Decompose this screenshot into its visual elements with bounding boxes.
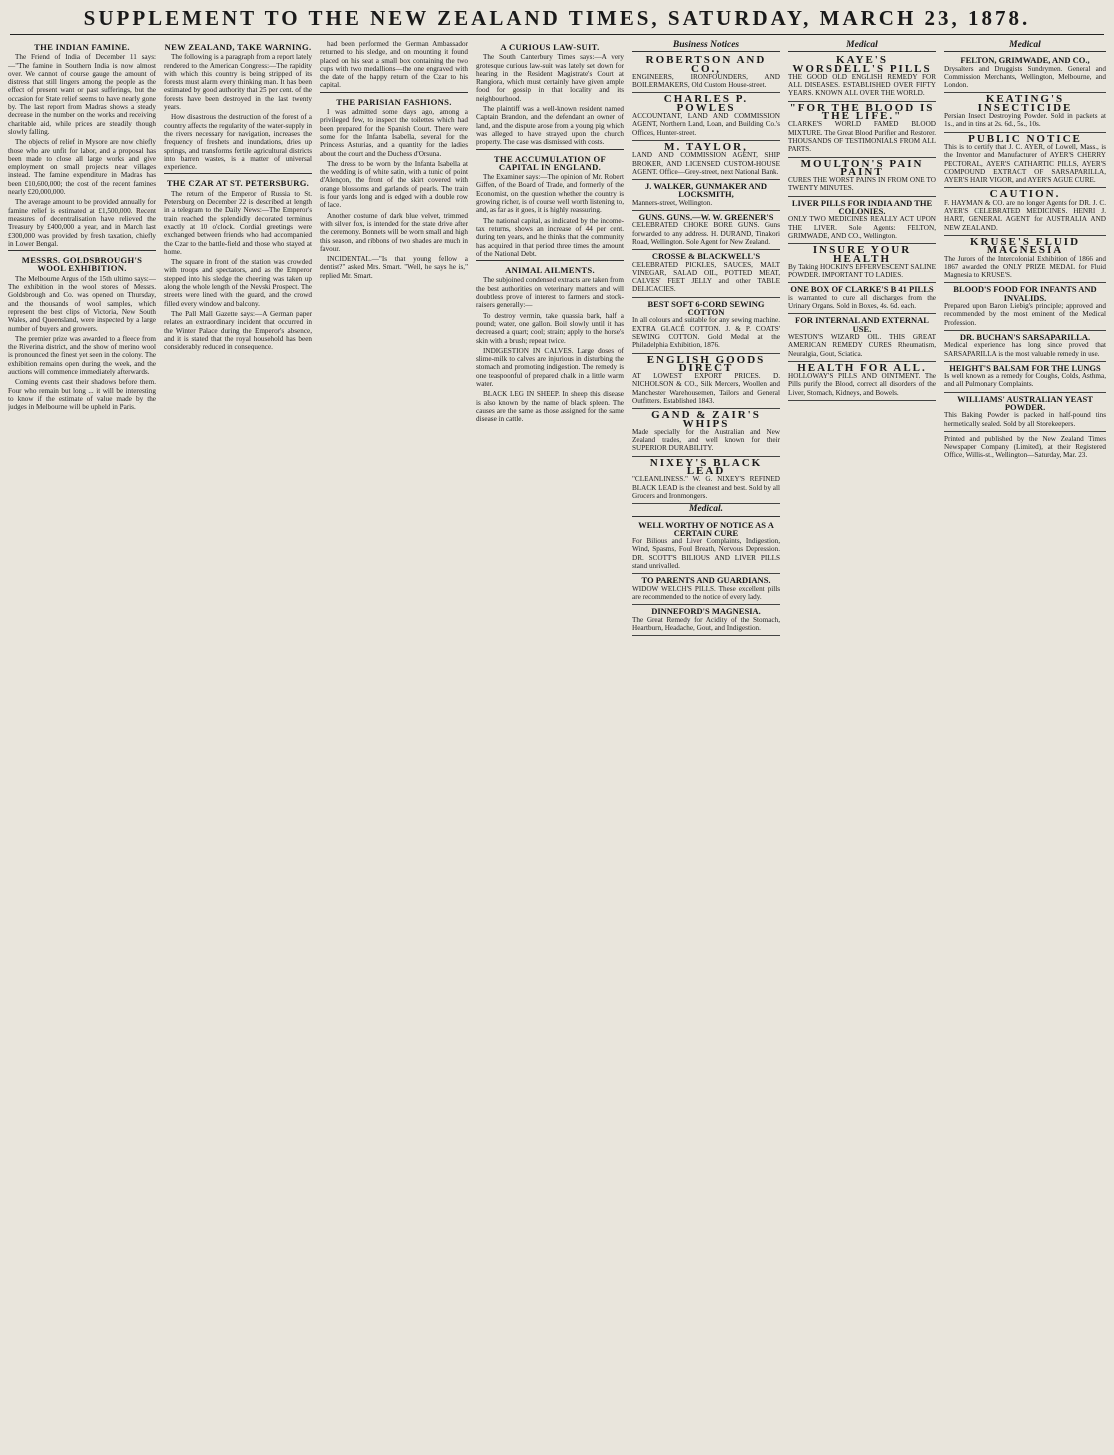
ad-title: CHARLES P. POWLES bbox=[663, 93, 749, 114]
ad-title: CAUTION. bbox=[989, 188, 1061, 201]
advertisement bbox=[944, 188, 1106, 235]
column-5 bbox=[632, 40, 780, 1448]
ad-title: ENGLISH GOODS DIRECT bbox=[646, 353, 766, 374]
ad-title: WILLIAMS' AUSTRALIAN YEAST POWDER. bbox=[957, 393, 1093, 412]
column-3 bbox=[320, 40, 468, 1448]
advertisement bbox=[632, 93, 780, 140]
advertisement bbox=[632, 354, 780, 410]
advertisement bbox=[788, 244, 936, 283]
ad-title: HEALTH FOR ALL. bbox=[797, 361, 927, 374]
article-paragraph: The Pall Mall Gazette says:—A German paper relates an extraordinary incident that occurred in the Winter Palace during the Emperor's absence, and it is stated that the royal household has been considerably reduced in consequence. bbox=[164, 309, 312, 352]
advertisement bbox=[632, 574, 780, 605]
advertisement bbox=[788, 362, 936, 401]
article-paragraph: INDIGESTION IN CALVES. Large doses of slime-milk to calves are injurious in disturbing the stomach and promoting indigestion. The remedy is one teaspoonful of prepared chalk in a little warm water. bbox=[476, 346, 624, 388]
ad-body: ACCOUNTANT, LAND AND COMMISSION AGENT, Northern Land, Loan, and Building Co.'s Offices, Hunter-street. bbox=[632, 112, 780, 137]
ad-title: DINNEFORD'S MAGNESIA. bbox=[651, 606, 761, 617]
ad-body: Medical experience has long since proved that SARSAPARILLA is the most valuable remedy in use. bbox=[944, 341, 1106, 358]
advertisement bbox=[944, 93, 1106, 132]
article-heading: NEW ZEALAND, TAKE WARNING. bbox=[164, 42, 312, 52]
article-paragraph: Another costume of dark blue velvet, trimmed with silver fox, is intended for the state drive after the ceremony. Bonnets will be worn small and high this season, and ribbons of two shades are much in favour. bbox=[320, 211, 468, 253]
advertisement bbox=[632, 141, 780, 180]
ad-body: Made specially for the Australian and New Zealand trades, and well known for their SUPERIOR DURABILITY. bbox=[632, 427, 780, 453]
ad-body: The Jurors of the Intercolonial Exhibition of 1866 and 1867 awarded the ONLY PRIZE MEDAL for Fluid Magnesia to KRUSE'S. bbox=[944, 254, 1106, 280]
ad-title: KEATING'S INSECTICIDE bbox=[977, 93, 1073, 114]
article-paragraph: had been performed the German Ambassador returned to his sledge, and on mounting it found placed on his seat a small box containing the two cups with two medallions—the one engraved with the date of the happy return of the Czar to his capital. bbox=[320, 40, 468, 90]
masthead-rule bbox=[10, 34, 1104, 35]
advertisement bbox=[944, 331, 1106, 362]
section-header: Medical bbox=[788, 40, 936, 52]
column-6 bbox=[788, 40, 936, 1448]
article-paragraph: The average amount to be provided annually for famine relief is estimated at £1,500,000. Recent measures of decentralisation have relieved the Treasury by £400,000 a year, and in March last £300,000 was provided by fresh taxation, chiefly in Lower Bengal. bbox=[8, 198, 156, 248]
advertisement bbox=[632, 54, 780, 93]
ad-title: WELL WORTHY OF NOTICE AS A CERTAIN CURE bbox=[638, 519, 774, 538]
ad-body: WIDOW WELCH'S PILLS. These excellent pills are recommended to the notice of every lady. bbox=[632, 584, 780, 601]
advertisement bbox=[944, 362, 1106, 393]
section-header: Medical. bbox=[632, 504, 780, 516]
article-paragraph: The following is a paragraph from a report lately rendered to the American Congress:—The rapidity with which this country is being stripped of its forests must alarm every thinking man. It has been estimated by good authority that 25 per cent. of the forests have been destroyed in the last twenty years. bbox=[164, 53, 312, 112]
advertisement bbox=[632, 211, 780, 250]
ad-body: For Bilious and Liver Complaints, Indigestion, Wind, Spasms, Foul Breath, Nervous Depression. DR. SCOTT'S BILIOUS AND LIVER PILLS stand unrivalled. bbox=[632, 537, 780, 571]
article-paragraph: The return of the Emperor of Russia to St. Petersburg on December 22 is described at length in a telegram to the Daily News:—The Emperor's train reached the splendidly decorated terminus exactly at 10 o'clock. Cordial greetings were exchanged between friends who had accompanied the Czar to the battle-field and those who stayed at home. bbox=[164, 189, 312, 256]
article-paragraph: To destroy vermin, take quassia bark, half a pound; water, one gallon. Boil slowly until it has decreased a quart; cool; strain; apply to the horse's skin with a brush; repeat twice. bbox=[476, 311, 624, 345]
ad-body: LAND AND COMMISSION AGENT, SHIP BROKER, AND LICENSED CUSTOM-HOUSE AGENT. Office—Grey-street, next National Bank. bbox=[632, 151, 780, 176]
section-header: Medical bbox=[944, 40, 1106, 52]
article-heading: A CURIOUS LAW-SUIT. bbox=[500, 42, 600, 52]
advertisement bbox=[944, 236, 1106, 283]
advertisement bbox=[632, 519, 780, 575]
article-paragraph: How disastrous the destruction of the forest of a country affects the regularity of the water-supply in the rivers necessary for navigation, increases the frequency of freshets and inundations, dries up springs, and transforms fertile agricultural districts into barren wastes, is a matter of universal experience. bbox=[164, 113, 312, 172]
article-paragraph: Coming events cast their shadows before them. Four who remain but long ... it will be interesting to know if the estimate of value made by the judges in Melbourne will be upheld in Paris. bbox=[8, 378, 156, 412]
advertisement bbox=[632, 250, 780, 297]
article-heading: THE CZAR AT ST. PETERSBURG. bbox=[166, 178, 310, 189]
article-paragraph: INCIDENTAL.—"Is that young fellow a dentist?" asked Mrs. Smart. "Well, he says he is," replied Mr. Smart. bbox=[320, 255, 468, 280]
article-heading: THE PARISIAN FASHIONS. bbox=[336, 96, 452, 107]
article-paragraph: The square in front of the station was crowded with troops and spectators, and as the Emperor stepped into his sledge the cheering was taken up along the whole length of the Nevski Prospect. The streets were lined with the guard, and the crowd filled every window and balcony. bbox=[164, 258, 312, 308]
ad-title: "FOR THE BLOOD IS THE LIFE." bbox=[789, 101, 935, 123]
ad-body: ONLY TWO MEDICINES REALLY ACT UPON THE LIVER. Sole Agents: FELTON, GRIMWADE, AND CO., Wellington. bbox=[788, 215, 936, 240]
imprint-footer: Printed and published by the New Zealand Times Newspaper Company (Limited), at their Registered Office, Willis-st., Wellington—Saturday, Mar. 23. bbox=[944, 434, 1106, 460]
advertisement bbox=[788, 283, 936, 314]
ad-title: INSURE YOUR HEALTH bbox=[812, 244, 912, 265]
article-paragraph: The dress to be worn by the Infanta Isabella at the wedding is of white satin, with a tunic of point d'Alençon, the front of the skirt covered with orange blossoms and garlands of pearls. The train is four yards long and is edged with a double row of lace. bbox=[320, 159, 468, 210]
advertisement bbox=[788, 102, 936, 158]
ad-body: CLARKE'S WORLD FAMED BLOOD MIXTURE. The Great Blood Purifier and Restorer. THOUSANDS OF TESTIMONIALS FROM ALL PARTS. bbox=[788, 120, 936, 154]
ad-title: TO PARENTS AND GUARDIANS. bbox=[641, 575, 771, 586]
article-paragraph: BLACK LEG IN SHEEP. In sheep this disease is also known by the name of black spleen. The causes are the same as those assigned for the same disease in cattle. bbox=[476, 390, 624, 424]
advertisement bbox=[632, 298, 780, 354]
advertisement bbox=[788, 54, 936, 101]
ad-body: Persian Insect Destroying Powder. Sold in packets at 1s., and in tins at 2s. 6d., 5s., 10s. bbox=[944, 112, 1106, 129]
ad-body: This Baking Powder is packed in half-pound tins hermetically sealed. Sold by all Storekeepers. bbox=[944, 411, 1106, 428]
advertisement bbox=[632, 457, 780, 504]
ad-title: LIVER PILLS FOR INDIA AND THE COLONIES. bbox=[791, 197, 933, 217]
masthead bbox=[0, 0, 1114, 40]
ad-title: NIXEY'S BLACK LEAD bbox=[649, 456, 763, 478]
advertisement bbox=[788, 158, 936, 197]
ad-title: FELTON, GRIMWADE, AND CO., bbox=[960, 55, 1090, 66]
article-heading: ANIMAL AILMENTS. bbox=[505, 265, 595, 276]
ad-title: J. WALKER, GUNMAKER AND LOCKSMITH, bbox=[645, 181, 767, 200]
ad-body: CELEBRATED CHOKE BORE GUNS. Guns forwarded to any address. H. DURAND, Tinakori Road, Wellington. Sole Agent for New Zealand. bbox=[632, 221, 780, 246]
ad-title: FOR INTERNAL AND EXTERNAL USE. bbox=[795, 315, 929, 334]
ad-body: is warranted to cure all discharges from the Urinary Organs. Sold in Boxes, 4s. 6d. each. bbox=[788, 293, 936, 311]
ad-body: CURES THE WORST PAINS IN FROM ONE TO TWENTY MINUTES. bbox=[788, 176, 936, 193]
ad-title: PUBLIC NOTICE bbox=[968, 132, 1082, 145]
ad-body: "CLEANLINESS." W. G. NIXEY'S REFINED BLACK LEAD is the cleanest and best. Sold by all Grocers and Ironmongers. bbox=[632, 475, 780, 500]
ad-body: AT LOWEST EXPORT PRICES. D. NICHOLSON & CO., Silk Mercers, Woollen and Manchester Warehousemen, Tailors and General Outfitters. Established 1843. bbox=[632, 372, 780, 405]
ad-body: Drysalters and Druggists Sundrymen. General and Commission Merchants, Wellington, Melbourne, and London. bbox=[944, 64, 1106, 90]
article-paragraph: The premier prize was awarded to a fleece from the Riverina district, and the show of merino wool is pronounced the finest yet seen in the colony. The exhibition remains open during the week, and the auctions will commence immediately afterwards. bbox=[8, 334, 156, 376]
ad-title: GUNS. GUNS.—W. W. GREENER'S bbox=[638, 212, 774, 223]
ad-body: By Taking HOCKIN'S EFFERVESCENT SALINE POWDER. IMPORTANT TO LADIES. bbox=[788, 262, 936, 280]
ad-title: M. TAYLOR, bbox=[664, 140, 748, 153]
section-header: Business Notices bbox=[632, 40, 780, 52]
advertisement bbox=[944, 54, 1106, 93]
advertisement bbox=[944, 283, 1106, 330]
ad-body: HOLLOWAY'S PILLS AND OINTMENT. The Pills purify the Blood, correct all disorders of the Liver, Stomach, Kidneys, and Bowels. bbox=[788, 372, 936, 397]
column-2 bbox=[164, 40, 312, 1448]
ad-body: F. HAYMAN & CO. are no longer Agents for DR. J. C. AYER'S CELEBRATED MEDICINES. HENRI J. HART, GENERAL AGENT for AUSTRALIA AND NEW ZEALAND. bbox=[944, 198, 1106, 232]
article-paragraph: The national capital, as indicated by the income-tax returns, shows an increase of 44 per cent. during ten years, and he thinks that the community has acquired in that period three times the amount of the National Debt. bbox=[476, 216, 624, 258]
article-paragraph: The Melbourne Argus of the 15th ultimo says:—The exhibition in the wool stores of Messrs. Goldsbrough and Co. was opened on Thursday, and the thousands of wool samples, which represent the best clips of Victoria, New South Wales, and Queensland, were inspected by a large number of buyers and growers. bbox=[8, 274, 156, 333]
article-paragraph: The plaintiff was a well-known resident named Captain Brandon, and the defendant an owner of land, and the dispute arose from a young pig which was alleged to have strayed upon the church property. The case was dismissed with costs. bbox=[476, 105, 624, 147]
newspaper-title: SUPPLEMENT TO THE NEW ZEALAND TIMES, SATURDAY, MARCH 23, 1878. bbox=[83, 6, 1031, 30]
ad-title: BLOOD'S FOOD FOR INFANTS AND INVALIDS. bbox=[953, 284, 1097, 303]
article-paragraph: The objects of relief in Mysore are now chiefly those who are unfit for labor, and a proposal has been made to close all large works and give employment on small projects near villages instead. The famine expenditure in Madras has been £10,600,000; the cost of the recent famines nearly £20,000,000. bbox=[8, 138, 156, 197]
ad-body: WESTON'S WIZARD OIL. THIS GREAT AMERICAN REMEDY CURES Rheumatism, Neuralgia, Gout, Sciatica. bbox=[788, 332, 936, 358]
advertisement bbox=[632, 409, 780, 456]
article-paragraph: The subjoined condensed extracts are taken from the best authorities on veterinary matters and will doubtless prove of interest to farmers and stock-raisers generally:— bbox=[476, 276, 624, 310]
ad-body: Manners-street, Wellington. bbox=[632, 198, 713, 207]
ad-title: DR. BUCHAN'S SARSAPARILLA. bbox=[959, 331, 1091, 342]
ad-title: ROBERTSON AND CO., bbox=[645, 54, 767, 75]
article-paragraph: The Friend of India of December 11 says:—"The famine in Southern India is now almost over. We cannot of course gauge the amount of distress that still lingers among the people as the effect of present want or past sufferings, but the occasion for State relief seems to have nearly gone by. The last report from Madras shows a steady decrease in the number on the works and receiving charitable aid, while prices are steadily though slowly falling. bbox=[8, 53, 156, 136]
ad-body: THE GOOD OLD ENGLISH REMEDY FOR ALL DISEASES. ESTABLISHED OVER FIFTY YEARS. KNOWN ALL OVER THE WORLD. bbox=[788, 72, 936, 98]
advertisement bbox=[944, 133, 1106, 189]
ad-title: CROSSE & BLACKWELL'S bbox=[651, 251, 761, 262]
advertisement bbox=[632, 180, 780, 211]
article-paragraph: The South Canterbury Times says:—A very grotesque curious law-suit was lately set down for hearing in the Resident Magistrate's Court at Rangiora, which must certainly have given ample food for gossip in that locality and its neighbourhood. bbox=[476, 53, 624, 103]
ad-body: In all colours and suitable for any sewing machine. EXTRA GLACÉ COTTON. J. & P. COATS' SEWING COTTON. Gold Medal at the Philadelphia Exhibition, 1876. bbox=[632, 316, 780, 350]
ad-title: ONE BOX OF CLARKE'S B 41 PILLS bbox=[790, 284, 934, 295]
ad-body: Prepared upon Baron Liebig's principle; approved and recommended by the most eminent of the Medical Profession. bbox=[944, 302, 1106, 327]
ad-body: The Great Remedy for Acidity of the Stomach, Heartburn, Headache, Gout, and Indigestion. bbox=[632, 615, 780, 632]
column-1 bbox=[8, 40, 156, 1448]
ad-title: BEST SOFT 6-CORD SEWING COTTON bbox=[647, 298, 765, 318]
article-paragraph: I was admitted some days ago, among a privileged few, to inspect the toilettes which had been prepared for the Spanish Court. There were some for the Infanta Isabella, several for the Princess Asturias, and a quantity for the ladies about the court and the Duchess d'Orsuna. bbox=[320, 108, 468, 158]
ad-title: KAYE'S WORSDELL'S PILLS bbox=[792, 54, 932, 75]
article-heading: MESSRS. GOLDSBROUGH'S WOOL EXHIBITION. bbox=[21, 255, 143, 274]
article-heading: THE INDIAN FAMINE. bbox=[34, 42, 130, 52]
ad-title: KRUSE'S FLUID MAGNESIA bbox=[969, 235, 1081, 257]
advertisement bbox=[788, 314, 936, 361]
ad-body: ENGINEERS, IRONFOUNDERS, AND BOILERMAKERS, Old Custom House-street. bbox=[632, 72, 780, 90]
article-paragraph: The Examiner says:—The opinion of Mr. Robert Giffen, of the Board of Trade, and formerly of the Economist, on the question whether the country is growing richer, is of course well worth listening to, and, as far as it goes, it is highly reassuring. bbox=[476, 173, 624, 215]
advertisement bbox=[788, 197, 936, 244]
ad-title: HEIGHT'S BALSAM FOR THE LUNGS bbox=[949, 362, 1101, 373]
ad-body: CELEBRATED PICKLES, SAUCES, MALT VINEGAR, SALAD OIL, POTTED MEAT, CALVES' FEET JELLY and other TABLE DELICACIES. bbox=[632, 260, 780, 294]
ad-title: MOULTON'S PAIN PAINT bbox=[800, 157, 924, 178]
ad-title: GAND & ZAIR'S WHIPS bbox=[651, 409, 761, 430]
advertisement bbox=[944, 393, 1106, 432]
advertisement bbox=[632, 605, 780, 636]
article-heading: THE ACCUMULATION OF CAPITAL IN ENGLAND. bbox=[493, 153, 606, 172]
ad-body: This is to certify that J. C. AYER, of Lowell, Mass., is the Inventor and Manufacturer of AYER'S CHERRY PECTORAL, AYER'S CATHARTIC PILLS, AYER'S COMPOUND EXTRACT OF SARSAPARILLA, AYER'S HAIR VIGOR, and AYER'S AGUE CURE. bbox=[944, 142, 1106, 185]
column-7 bbox=[944, 40, 1106, 1448]
column-4 bbox=[476, 40, 624, 1448]
ad-body: Is well known as a remedy for Coughs, Colds, Asthma, and all Pulmonary Complaints. bbox=[944, 372, 1106, 389]
